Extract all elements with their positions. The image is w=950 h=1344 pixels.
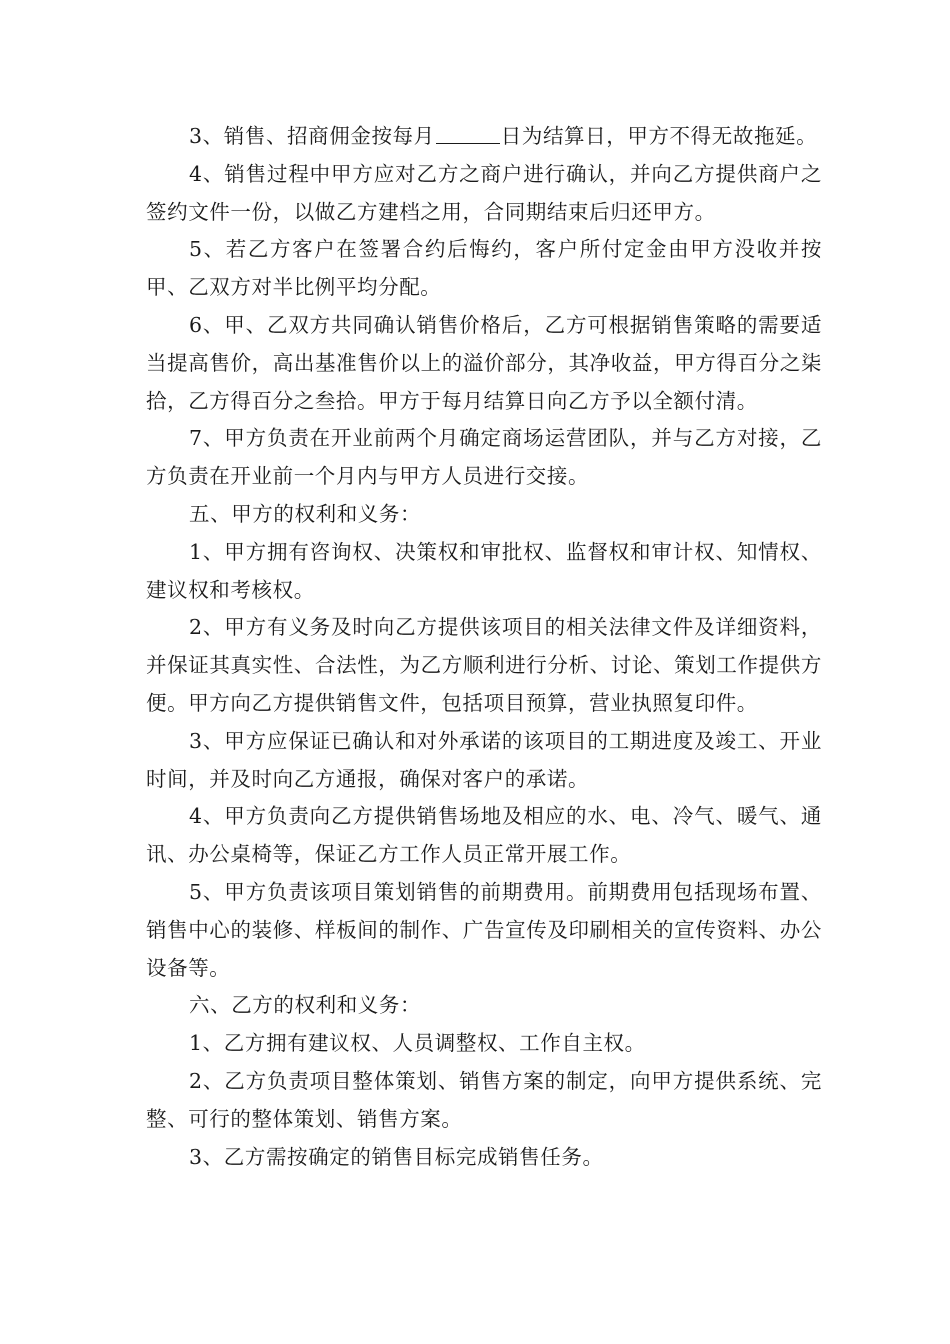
party-b-item-2: 2、乙方负责项目整体策划、销售方案的制定，向甲方提供系统、完整、可行的整体策划、销售方案。 (146, 1068, 822, 1131)
party-b-item-3: 3、乙方需按确定的销售目标完成销售任务。 (189, 1144, 604, 1169)
document-body (146, 118, 822, 1176)
clause-6-premium-split: 6、甲、乙双方共同确认销售价格后，乙方可根据销售策略的需要适当提高售价，高出基准售价以上的溢价部分，其净收益，甲方得百分之柒拾，乙方得百分之叁拾。甲方于每月结算日向乙方予以全额付清。 (146, 312, 822, 413)
party-a-item-4: 4、甲方负责向乙方提供销售场地及相应的水、电、冷气、暖气、通讯、办公桌椅等，保证乙方工作人员正常开展工作。 (146, 804, 822, 867)
clause-7-operations-team: 7、甲方负责在开业前两个月确定商场运营团队，并与乙方对接，乙方负责在开业前一个月内与甲方人员进行交接。 (146, 426, 822, 489)
clause-4-merchant-confirmation: 4、销售过程中甲方应对乙方之商户进行确认，并向乙方提供商户之签约文件一份，以做乙方建档之用，合同期结束后归还甲方。 (146, 161, 822, 224)
party-a-item-5: 5、甲方负责该项目策划销售的前期费用。前期费用包括现场布置、销售中心的装修、样板间的制作、广告宣传及印刷相关的宣传资料、办公设备等。 (146, 879, 822, 980)
section-heading-party-a: 五、甲方的权利和义务： (189, 501, 422, 526)
blank-fill-line (436, 123, 500, 144)
clause-text-before-blank: 3、销售、招商佣金按每月 (189, 124, 435, 148)
clause-5-deposit-forfeit: 5、若乙方客户在签署合约后悔约，客户所付定金由甲方没收并按甲、乙双方对半比例平均分配。 (146, 237, 822, 300)
clause-3-settlement (146, 118, 822, 156)
clause-text-after-blank: 日为结算日，甲方不得无故拖延。 (500, 124, 818, 148)
party-a-item-3: 3、甲方应保证已确认和对外承诺的该项目的工期进度及竣工、开业时间，并及时向乙方通报，确保对客户的承诺。 (146, 728, 822, 791)
party-b-item-1: 1、乙方拥有建议权、人员调整权、工作自主权。 (189, 1031, 646, 1056)
party-a-item-1: 1、甲方拥有咨询权、决策权和审批权、监督权和审计权、知情权、建议权和考核权。 (146, 539, 822, 602)
party-a-item-2: 2、甲方有义务及时向乙方提供该项目的相关法律文件及详细资料，并保证其真实性、合法性，为乙方顺利进行分析、讨论、策划工作提供方便。甲方向乙方提供销售文件，包括项目预算，营业执照复印件。 (146, 615, 822, 715)
section-heading-party-b: 六、乙方的权利和义务： (189, 993, 422, 1018)
